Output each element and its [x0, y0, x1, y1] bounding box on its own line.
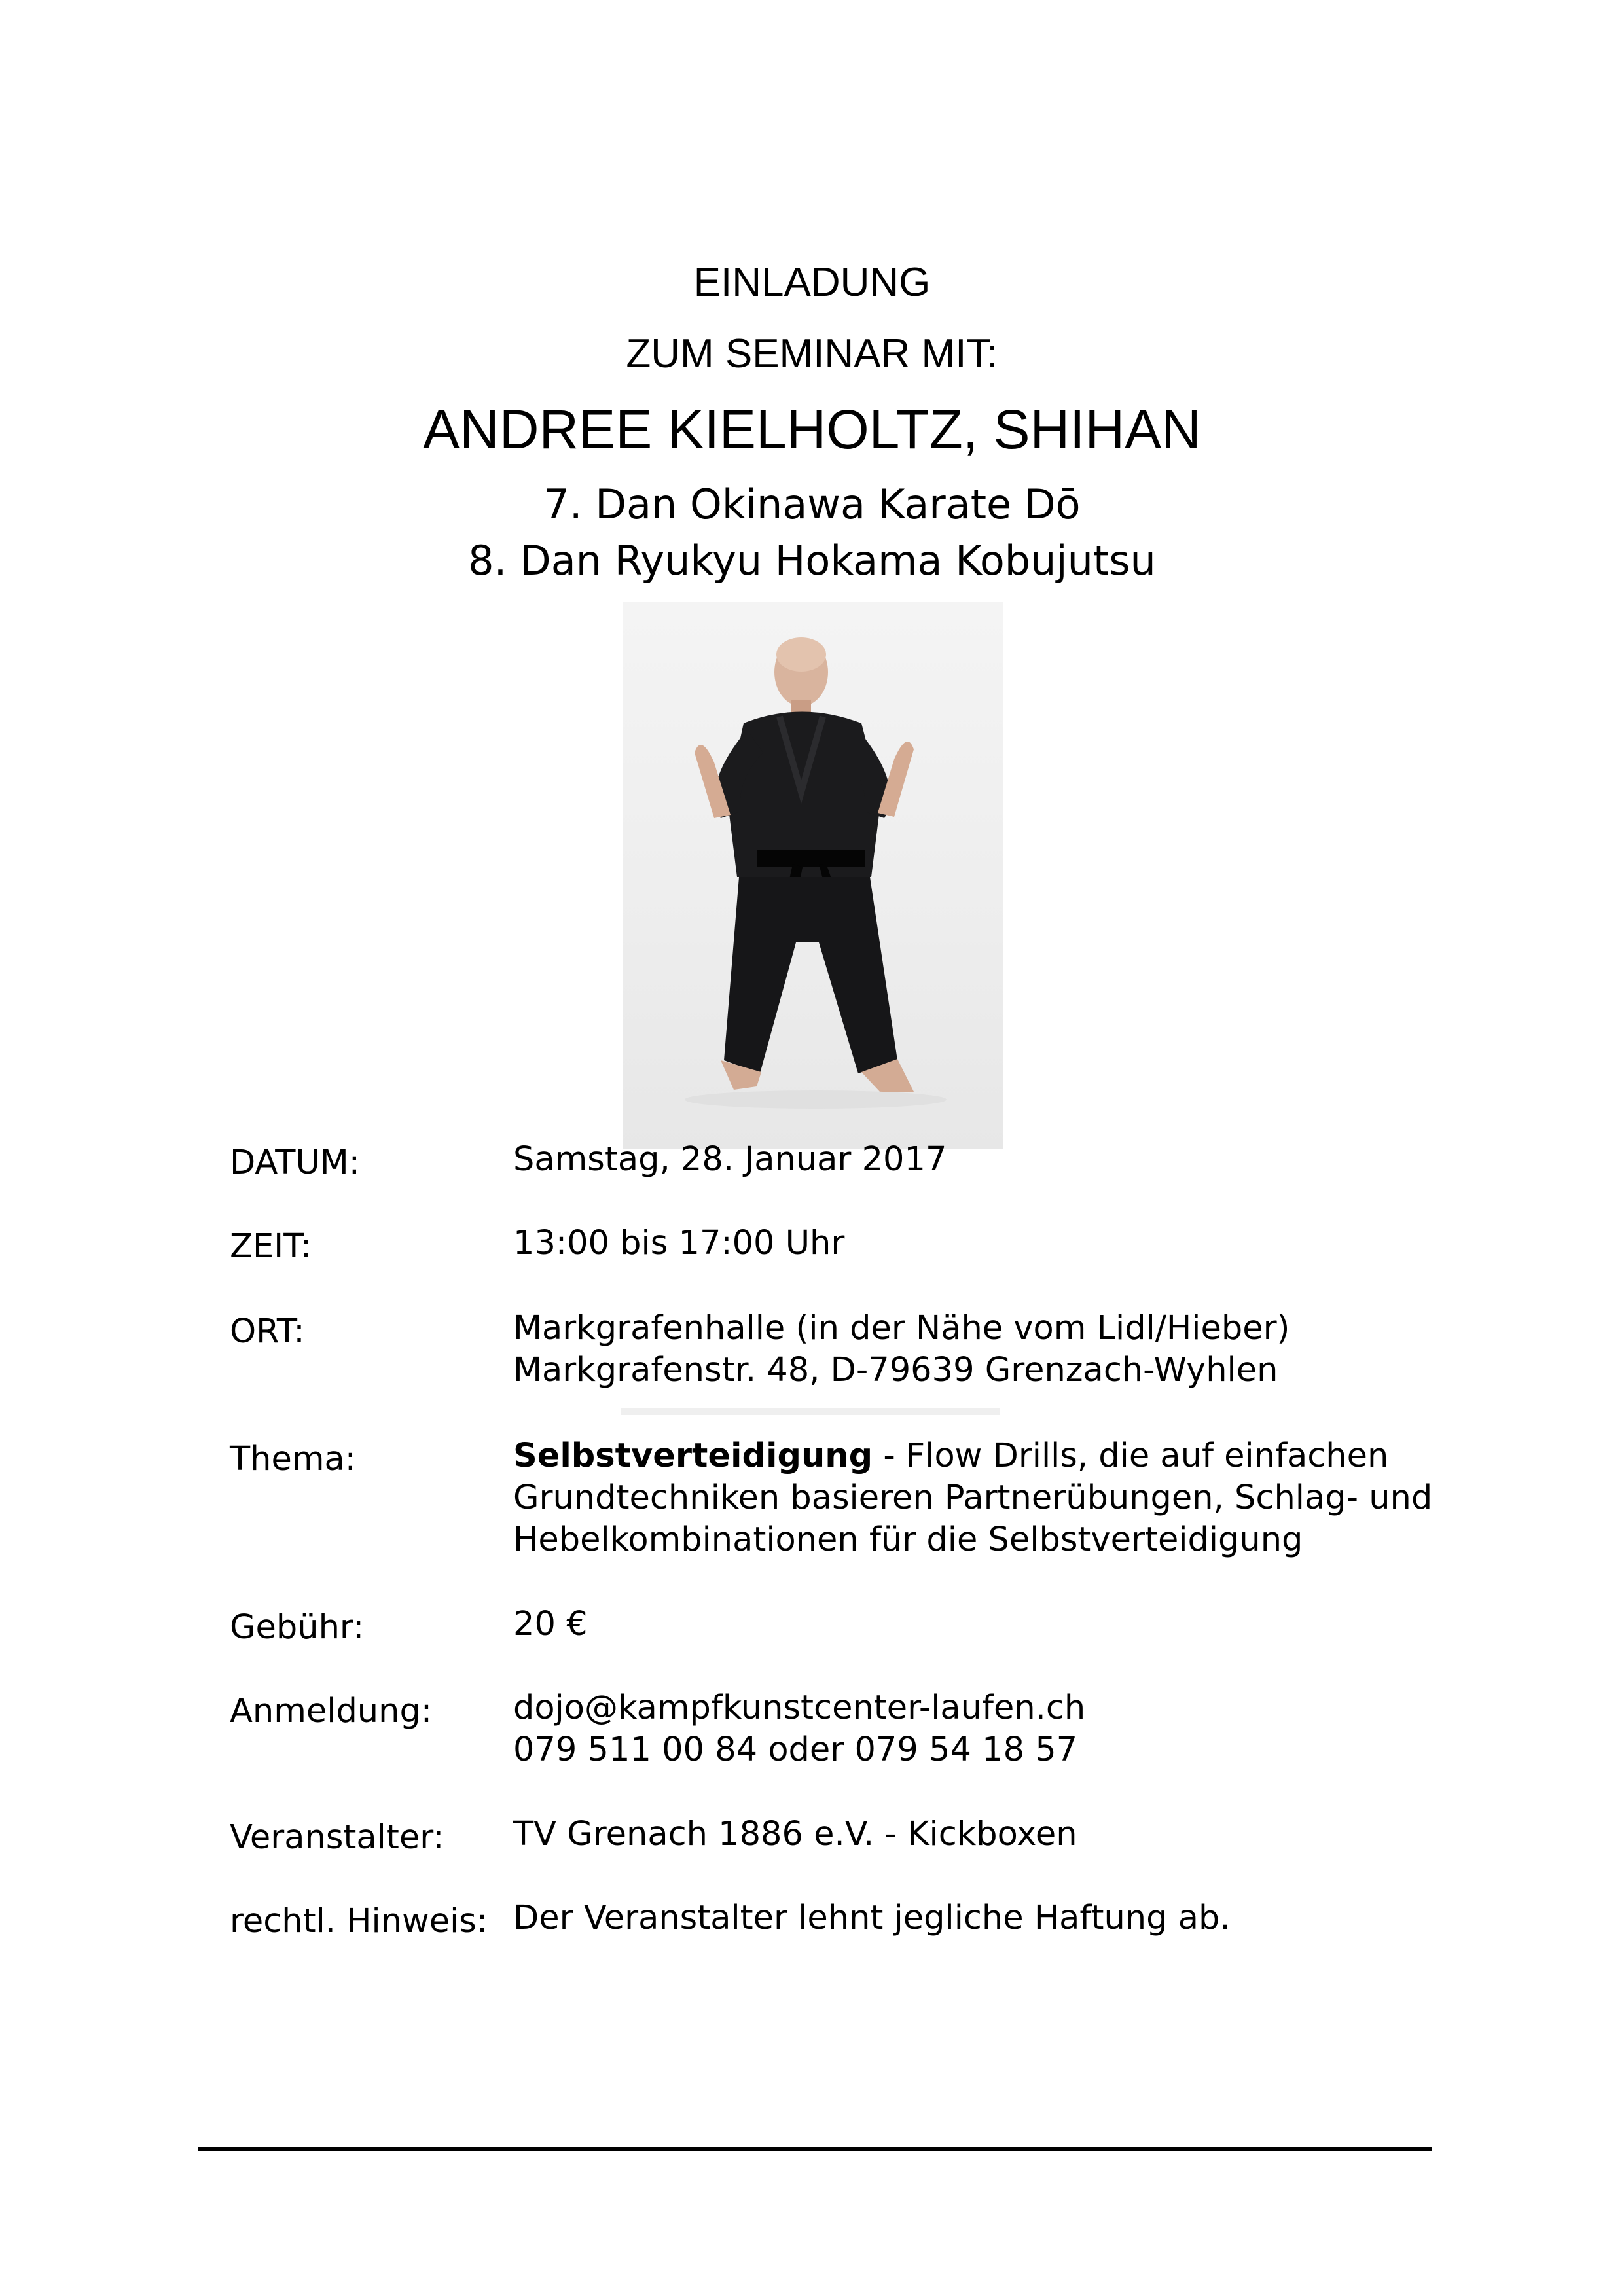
label-organizer: Veranstalter: [230, 1818, 444, 1857]
topic-line-1 [513, 1435, 1432, 1477]
value-location [513, 1308, 1290, 1391]
registration-email[interactable]: dojo@kampfkunstcenter-laufen.ch [513, 1689, 1086, 1727]
heading-invitation: EINLADUNG [693, 260, 931, 305]
bottom-rule [198, 2147, 1432, 2151]
instructor-name: ANDREE KIELHOLTZ, SHIHAN [423, 399, 1201, 460]
label-registration: Anmeldung: [230, 1692, 433, 1731]
value-organizer-text: TV Grenach 1886 e.V. - Kickboxen [513, 1815, 1077, 1854]
value-registration [513, 1687, 1085, 1771]
instructor-rank-kobujutsu: 8. Dan Ryukyu Hokama Kobujutsu [468, 537, 1156, 584]
registration-phone: 079 511 00 84 oder 079 54 18 57 [513, 1731, 1078, 1769]
heading-seminar-with: ZUM SEMINAR MIT: [626, 331, 998, 376]
value-time [513, 1223, 844, 1265]
divider-faint [621, 1408, 1000, 1415]
value-legal-notice-text: Der Veranstalter lehnt jegliche Haftung ab. [513, 1899, 1231, 1937]
label-time: ZEIT: [230, 1227, 312, 1266]
value-fee [513, 1604, 588, 1645]
location-line-2: Markgrafenstr. 48, D-79639 Grenzach-Wyhlen [513, 1351, 1278, 1390]
label-legal-notice: rechtl. Hinweis: [230, 1902, 488, 1941]
instructor-rank-karate: 7. Dan Okinawa Karate Dō [543, 480, 1081, 528]
topic-bold: Selbstverteidigung [513, 1437, 873, 1475]
label-topic: Thema: [230, 1440, 356, 1479]
topic-line-3: Hebelkombinationen für die Selbstverteidigung [513, 1520, 1303, 1559]
value-organizer [513, 1814, 1077, 1856]
value-date [513, 1139, 947, 1181]
label-location: ORT: [230, 1312, 305, 1351]
value-topic [513, 1435, 1432, 1561]
value-fee-text: 20 € [513, 1605, 588, 1643]
location-line-1: Markgrafenhalle (in der Nähe vom Lidl/Hieber) [513, 1309, 1290, 1348]
value-legal-notice [513, 1897, 1231, 1939]
value-time-text: 13:00 bis 17:00 Uhr [513, 1224, 845, 1263]
label-date: DATUM: [230, 1143, 360, 1182]
value-date-text: Samstag, 28. Januar 2017 [513, 1140, 947, 1179]
topic-rest: - Flow Drills, die auf einfachen [873, 1437, 1389, 1475]
label-fee: Gebühr: [230, 1608, 365, 1647]
instructor-photo [623, 602, 1003, 1149]
topic-line-2: Grundtechniken basieren Partnerübungen, Schlag- und [513, 1479, 1433, 1517]
